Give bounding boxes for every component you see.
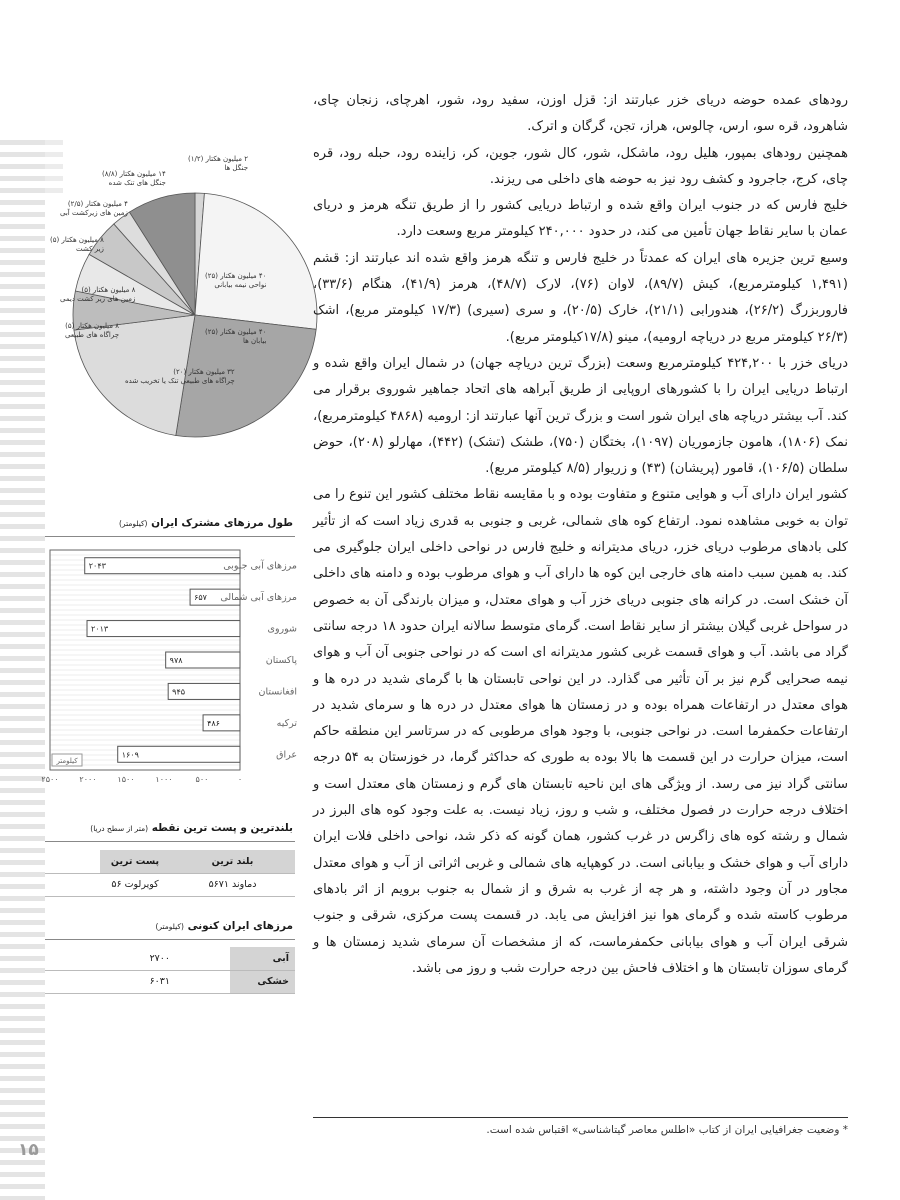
border-type-label: خشکی bbox=[230, 970, 295, 993]
border-length-title: طول مرزهای مشترک ایران bbox=[151, 517, 293, 529]
pie-slice-label: ۲ میلیون هکتار (۱/۲) جنگل ها bbox=[188, 155, 249, 172]
bar-category-label: ترکیه bbox=[276, 717, 297, 729]
axis-unit-label: کیلومتر bbox=[56, 757, 78, 765]
pie-slice-label: ۴۰ میلیون هکتار (۲۵) نواحی نیمه بیابانی bbox=[205, 272, 267, 289]
bar-value-label: ۱۶۰۹ bbox=[121, 750, 139, 760]
bar-category-label: شوروی bbox=[267, 623, 297, 635]
pie-slice-label: ۸ میلیون هکتار (۵) زمین های زیر کشت دیمی bbox=[60, 286, 136, 303]
border-type-value: ۶۰۳۱ bbox=[45, 970, 230, 993]
page-number: ۱۵ bbox=[18, 1140, 39, 1160]
bar-chart-svg bbox=[41, 545, 300, 790]
border-type-label: آبی bbox=[230, 947, 295, 970]
pie-slice bbox=[195, 193, 317, 329]
heights-unit: (متر از سطح دریا) bbox=[90, 824, 149, 833]
bar-value-label: ۲۰۴۳ bbox=[88, 561, 106, 571]
paragraph: وسیع ترین جزیره های ایران که عمدتاً در خلیج فارس و تنگه هرمز واقع شده اند عبارتند از: قشم (۱,۴۹۱ کیلومترمربع)، کیش (۸۹/۷)، لاوان (۷۶)، لارک (۴۸/۷)، هرمز (۴۱/۹)، هنگام (۳۳/۶)، فاروربزرگ (۲۶/۲)، هندورابی (۲۱/۱)، خارک (۲۰/۵)، و سری (سیری) (۱۷/۳ کیلومتر مربع)، اشک (۲۶/۳ کیلومتر مربع در دریاچه ارومیه)، مینو (۱۷/۸کیلومتر مربع). bbox=[313, 250, 849, 345]
x-tick-label: ۱۰۰۰ bbox=[155, 775, 173, 784]
pie-slice-label: ۸ میلیون هکتار (۵) چراگاه های طبیعی bbox=[65, 322, 120, 339]
main-body-text bbox=[313, 88, 848, 982]
bar-value-label: ۶۵۷ bbox=[194, 593, 207, 603]
border-length-header bbox=[45, 517, 295, 537]
heights-header-low: پست ترین bbox=[100, 850, 170, 873]
table-row bbox=[45, 970, 295, 993]
x-tick-label: ۵۰۰ bbox=[195, 775, 209, 784]
pie-slice-label: ۳۲ میلیون هکتار (۲۰) چراگاه های طبیعی تنک یا تخریب شده bbox=[125, 368, 235, 385]
bar-category-label: مرزهای آبی شمالی bbox=[220, 592, 297, 604]
current-borders-title: مرزهای ایران کنونی bbox=[187, 920, 293, 932]
border-length-bar-chart bbox=[41, 545, 300, 790]
pie-slice-label: ۴ میلیون هکتار (۲/۵) زمین های زیرکشت آبی bbox=[60, 200, 128, 217]
pie-slice-label: ۴۰ میلیون هکتار (۲۵) بیابان ها bbox=[205, 328, 267, 345]
border-type-value: ۲۷۰۰ bbox=[45, 947, 230, 970]
paragraph: همچنین رودهای بمپور، هلیل رود، ماشکل، شور، کال شور، جوین، کر، زاینده رود، حبله رود، قره چای، کرج، جاجرود و کشف رود نیز به حوضه های داخلی می ریزند. bbox=[313, 145, 848, 187]
bar bbox=[87, 621, 240, 637]
paragraph: رودهای عمده حوضه دریای خزر عبارتند از: قزل اوزن، سفید رود، شور، اهرچای، زنجان چای، شاهرود، قره سو، ارس، چالوس، هراز، تجن، گرگان و اترک. bbox=[313, 93, 848, 135]
current-borders-table bbox=[45, 947, 295, 994]
bar-category-label: افغانستان bbox=[258, 686, 297, 698]
decorative-stripes bbox=[0, 140, 45, 1200]
bar bbox=[85, 558, 240, 574]
heights-table bbox=[45, 850, 295, 897]
x-tick-label: ۲۰۰۰ bbox=[79, 775, 97, 784]
border-length-unit: (کیلومتر) bbox=[119, 519, 148, 528]
land-use-pie-chart bbox=[40, 150, 300, 470]
pie-chart-svg bbox=[40, 150, 300, 470]
bar-category-label: پاکستان bbox=[265, 655, 297, 666]
bar-value-label: ۹۷۸ bbox=[169, 656, 183, 665]
heights-cell-high: دماوند ۵۶۷۱ bbox=[170, 873, 295, 896]
bar-category-label: عراق bbox=[276, 749, 297, 761]
bar-value-label: ۲۰۱۳ bbox=[91, 624, 109, 634]
heights-title: بلندترین و پست ترین نقطه bbox=[151, 822, 293, 834]
bar-value-label: ۹۴۵ bbox=[172, 687, 186, 697]
footnote: * وضعیت جغرافیایی ایران از کتاب «اطلس معاصر گیتاشناسی» اقتباس شده است. bbox=[486, 1124, 848, 1136]
footnote-divider bbox=[313, 1117, 848, 1118]
paragraph: دریای خزر با ۴۲۴,۲۰۰ کیلومترمربع وسعت (بزرگ ترین دریاچه جهان) در شمال ایران واقع شده و ارتباط دریایی ایران را با کشورهای اروپایی از طریق آبراهه های اتحاد جماهیر شوروی برقرار می کند. آب بیشتر دریاچه های ایران شور است و بزرگ ترین آنها عبارتند از: ارومیه (۴۸۶۸ کیلومترمربع)، نمک (۱۸۰۶)، هامون جازموریان (۱۰۹۷)، بختگان (۷۵۰)، طشک (تشک) (۴۴۲)، مهارلو (۲۰۸)، حوض سلطان (۱۰۶/۵)، قامور (پریشان) (۴۳) و زریوار (۸/۵ کیلومتر مربع). bbox=[313, 355, 849, 477]
pie-slice-label: ۱۴ میلیون هکتار (۸/۸) جنگل های تنک شده bbox=[102, 170, 166, 187]
paragraph: خلیج فارس که در جنوب ایران واقع شده و ارتباط دریایی کشور را از طریق تنگه هرمز و دریای عمان با سایر نقاط جهان تأمین می کند، در حدود ۲۴۰,۰۰۰ کیلومتر مربع وسعت دارد. bbox=[313, 198, 848, 240]
x-tick-label: ۲۵۰۰ bbox=[41, 775, 59, 784]
bar-value-label: ۴۸۶ bbox=[207, 718, 220, 728]
heights-cell-low: کویرلوت ۵۶ bbox=[100, 873, 170, 896]
bar-category-label: مرزهای آبی جنوبی bbox=[223, 560, 297, 572]
x-tick-label: ۱۵۰۰ bbox=[117, 775, 135, 784]
heights-header-high: بلند ترین bbox=[170, 850, 295, 873]
x-tick-label: ۰ bbox=[237, 775, 243, 784]
table-row bbox=[45, 947, 295, 970]
current-borders-header bbox=[45, 920, 295, 940]
heights-header bbox=[45, 822, 295, 842]
current-borders-unit: (کیلومتر) bbox=[155, 922, 184, 931]
paragraph: کشور ایران دارای آب و هوایی متنوع و متفاوت بوده و با مقایسه نقاط مختلف کشور این تنوع را می توان به خوبی مشاهده نمود. ارتفاع کوه های شمالی، غربی و جنوبی به قدری زیاد است که از تأثیر کلی بادهای مرطوب دریای خزر، دریای مدیترانه و خلیج فارس در نواحی داخلی ایران جلوگیری می کند. به همین سبب دامنه های خارجی این کوه ها دارای آب و هوای مرطوب بوده و دامنه های داخلی آن خشک است. در کرانه های جنوبی دریای خزر آب و هوای معتدل، و میزان بارندگی آن به خصوص در سواحل غربی گیلان بیشتر از سایر نقاط است. گرمای متوسط سالانه ایران حدود ۱۸ درجه سانتی گراد می باشد. آب و هوای قسمت غربی کشور مدیترانه ای است که در نواحی جنوبی آن آب و هوای نیمه صحرایی گرم نیز بر آن تأثیر می گذارد. در این نواحی تابستان ها با گرمای شدید در دره ها و هوای معتدل در ارتفاعات همراه بوده و در زمستان ها هوای معتدل در دره ها و سرمای شدید در ارتفاعات حکمفرما است. در نواحی جنوبی، با وجود هوای مرطوبی که در سرتاسر این منطقه حاکم است، میزان حرارت در این قسمت ها بالا بوده به طوری که حداکثر گرما، در خوزستان به ۵۴ درجه سانتی گراد نیز می رسد. از ویژگی های این ناحیه تابستان های گرم و زمستان های معتدل است و اختلاف درجه حرارت در فصول مختلف، و شب و روز، زیاد نیست. به علت وجود کوه های البرز در شمال و رشته کوه های زاگرس در غرب کشور، همان گونه که ذکر شد، نواحی داخلی فلات ایران دارای آب و هوای خشک و بیابانی است. در کوهپایه های شمالی و غربی اثراتی از آب و هوای معتدل مجاور در آن وجود داشته، و هر چه از غرب به شرق و از شمال به جنوب برویم از اثر بادهای مرطوب کاسته شده و گرمای هوا نیز افزایش می یابد. در قسمت پست مرکزی، شرقی و جنوب شرقی ایران آب و هوای بیابانی حکمفرماست، که از مشخصات آن سرمای شدید زمستان ها و گرمای سوزان تابستان ها و اختلاف فاحش بین درجه حرارت شب و روز می باشد. bbox=[313, 487, 848, 976]
pie-slice-label: ۸ میلیون هکتار (۵) زیر کشت bbox=[50, 236, 104, 253]
